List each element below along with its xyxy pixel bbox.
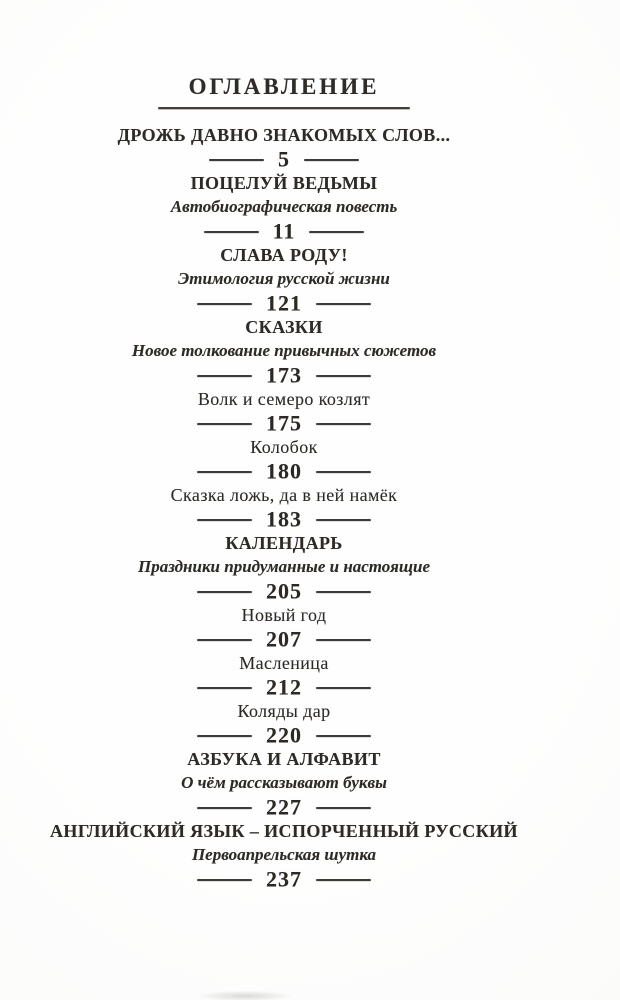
toc-entry-title: ДРОЖЬ ДАВНО ЗНАКОМЫХ СЛОВ... [117,125,451,145]
toc-entry-page-line [0,411,568,435]
toc-entry-page-line [0,459,568,483]
toc-entry-page-line [0,363,568,387]
dash-rule-right [316,591,371,593]
dash-rule-left [197,807,252,809]
toc-entry-title: Новый год [241,605,327,625]
toc-entry-subtitle: Этимология русской жизни [178,269,390,288]
dash-rule-right [316,303,371,305]
toc-entry-page-number: 121 [266,290,302,316]
dash-rule-left [197,639,252,641]
toc-entry-subtitle: О чём рассказывают буквы [181,773,387,792]
toc-entry-page-line [0,675,568,699]
toc-entry-page-number: 5 [278,146,290,172]
toc-entry-page-line [0,147,568,171]
dash-rule-left [209,159,264,161]
toc-entry-subtitle: Праздники придуманные и настоящие [137,557,430,576]
toc-entry-page-number: 237 [266,866,302,892]
toc-entry [0,651,568,699]
dash-rule-left [197,687,252,689]
toc-entry-list [0,123,568,891]
title-underline-rule [158,107,410,109]
toc-entry [0,603,568,651]
toc-entry-title: СЛАВА РОДУ! [220,245,348,265]
dash-rule-left [197,471,252,473]
toc-entry-page-number: 220 [266,722,302,748]
dash-rule-left [204,231,259,233]
toc-entry-subtitle: Автобиографическая повесть [170,197,398,216]
toc-entry-page-number: 207 [266,626,302,652]
toc-entry-title: АЗБУКА И АЛФАВИТ [187,749,381,769]
toc-entry-title: АНГЛИЙСКИЙ ЯЗЫК – ИСПОРЧЕННЫЙ РУССКИЙ [50,821,518,841]
toc-entry-title: Коляды дар [237,701,331,721]
dash-rule-left [197,519,252,521]
toc-entry-title: СКАЗКИ [245,317,323,337]
toc-entry-title: Сказка ложь, да в ней намёк [170,485,398,505]
toc-entry [0,435,568,483]
dash-rule-right [304,159,359,161]
toc-entry-page-line [0,219,568,243]
dash-rule-left [197,591,252,593]
dash-rule-right [316,879,371,881]
toc-entry-title: Масленица [239,653,329,673]
toc-entry-page-number: 212 [266,674,302,700]
toc-entry [0,123,568,171]
dash-rule-left [197,303,252,305]
dash-rule-right [316,471,371,473]
dash-rule-left [197,735,252,737]
toc-entry-page-number: 180 [266,458,302,484]
toc-entry [0,171,568,243]
dash-rule-right [316,735,371,737]
dash-rule-right [316,375,371,377]
toc-entry-page-line [0,507,568,531]
toc-entry-subtitle: Первоапрельская шутка [191,845,377,864]
toc-entry-page-line [0,291,568,315]
toc-entry [0,747,568,819]
toc-entry-title: Колобок [250,437,318,457]
toc-entry-subtitle: Новое толкование привычных сюжетов [131,341,437,360]
toc-entry-title: КАЛЕНДАРЬ [225,533,343,553]
toc-entry-page-number: 227 [266,794,302,820]
dash-rule-right [316,807,371,809]
toc-entry-title: Волк и семеро козлят [197,389,371,409]
toc-entry [0,819,568,891]
dash-rule-left [197,423,252,425]
toc-entry [0,243,568,315]
toc-entry [0,483,568,531]
toc-entry-page-line [0,867,568,891]
toc-entry-page-line [0,795,568,819]
toc-entry-page-number: 205 [266,578,302,604]
toc-entry-page-number: 183 [266,506,302,532]
toc-entry [0,699,568,747]
toc-page-title: ОГЛАВЛЕНИЕ [188,74,380,99]
toc-entry [0,315,568,387]
dash-rule-right [316,687,371,689]
dash-rule-right [309,231,364,233]
dash-rule-left [197,879,252,881]
toc-entry [0,531,568,603]
dash-rule-left [197,375,252,377]
toc-entry-page-number: 173 [266,362,302,388]
dash-rule-right [316,519,371,521]
toc-entry [0,387,568,435]
toc-entry-page-line [0,627,568,651]
dash-rule-right [316,423,371,425]
toc-entry-page-line [0,723,568,747]
toc-entry-page-number: 11 [272,218,296,244]
toc-entry-page-line [0,579,568,603]
toc-entry-title: ПОЦЕЛУЙ ВЕДЬМЫ [190,173,378,193]
dash-rule-right [316,639,371,641]
toc-entry-page-number: 175 [266,410,302,436]
